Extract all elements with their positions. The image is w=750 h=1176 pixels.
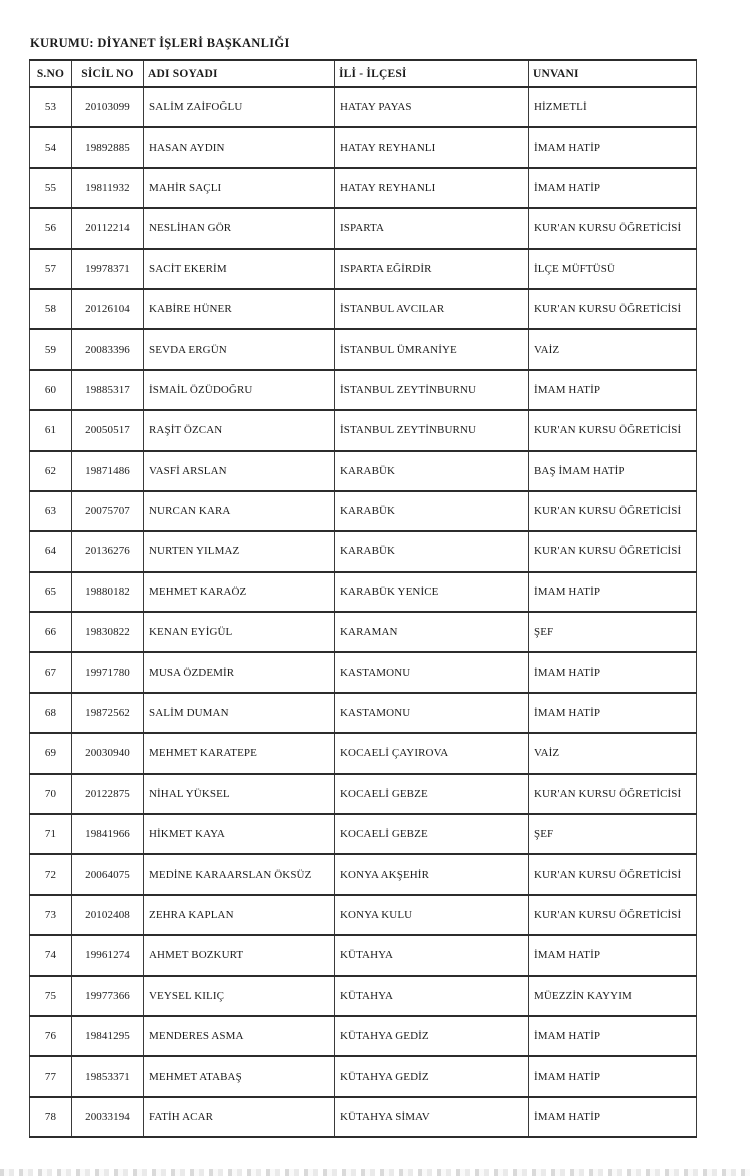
table-row xyxy=(30,693,697,733)
cell-sicil-no: 19892885 xyxy=(72,127,144,167)
table-row xyxy=(30,976,697,1016)
cell-sno: 62 xyxy=(30,451,72,491)
cell-sno: 64 xyxy=(30,531,72,571)
cell-ili-ilcesi: İSTANBUL ÜMRANİYE xyxy=(335,329,529,369)
cell-adi-soyadi: MUSA ÖZDEMİR xyxy=(144,652,335,692)
cell-sicil-no: 20112214 xyxy=(72,208,144,248)
cell-sicil-no: 19978371 xyxy=(72,249,144,289)
cell-unvani: HİZMETLİ xyxy=(529,87,697,127)
cell-sicil-no: 20122875 xyxy=(72,774,144,814)
cell-unvani: İMAM HATİP xyxy=(529,572,697,612)
cell-unvani: VAİZ xyxy=(529,329,697,369)
cell-adi-soyadi: NİHAL YÜKSEL xyxy=(144,774,335,814)
cell-ili-ilcesi: KARAMAN xyxy=(335,612,529,652)
cell-ili-ilcesi: KONYA AKŞEHİR xyxy=(335,854,529,894)
cell-ili-ilcesi: KÜTAHYA GEDİZ xyxy=(335,1056,529,1096)
cell-sicil-no: 20103099 xyxy=(72,87,144,127)
cell-sno: 67 xyxy=(30,652,72,692)
cell-unvani: KUR'AN KURSU ÖĞRETİCİSİ xyxy=(529,774,697,814)
cell-sicil-no: 19871486 xyxy=(72,451,144,491)
cell-sno: 53 xyxy=(30,87,72,127)
table-header-row xyxy=(30,60,697,87)
cell-adi-soyadi: MENDERES ASMA xyxy=(144,1016,335,1056)
column-header-sno: S.NO xyxy=(30,60,72,87)
cell-sno: 59 xyxy=(30,329,72,369)
column-header-adi-soyadi: ADI SOYADI xyxy=(144,60,335,87)
cell-ili-ilcesi: KÜTAHYA xyxy=(335,976,529,1016)
cell-sno: 56 xyxy=(30,208,72,248)
table-row xyxy=(30,774,697,814)
table-row xyxy=(30,127,697,167)
cell-ili-ilcesi: HATAY REYHANLI xyxy=(335,168,529,208)
cell-sicil-no: 20083396 xyxy=(72,329,144,369)
table-row xyxy=(30,531,697,571)
cell-sicil-no: 19841966 xyxy=(72,814,144,854)
table-row xyxy=(30,572,697,612)
cell-unvani: KUR'AN KURSU ÖĞRETİCİSİ xyxy=(529,410,697,450)
cell-sicil-no: 20064075 xyxy=(72,854,144,894)
cell-adi-soyadi: MEHMET KARAÖZ xyxy=(144,572,335,612)
cell-sno: 70 xyxy=(30,774,72,814)
cell-ili-ilcesi: İSTANBUL ZEYTİNBURNU xyxy=(335,370,529,410)
cell-unvani: İLÇE MÜFTÜSÜ xyxy=(529,249,697,289)
cell-adi-soyadi: SEVDA ERGÜN xyxy=(144,329,335,369)
cell-unvani: KUR'AN KURSU ÖĞRETİCİSİ xyxy=(529,208,697,248)
cell-adi-soyadi: SALİM DUMAN xyxy=(144,693,335,733)
cell-sno: 74 xyxy=(30,935,72,975)
cell-adi-soyadi: RAŞİT ÖZCAN xyxy=(144,410,335,450)
cell-adi-soyadi: İSMAİL ÖZÜDOĞRU xyxy=(144,370,335,410)
table-row xyxy=(30,329,697,369)
cell-sicil-no: 19841295 xyxy=(72,1016,144,1056)
cell-sno: 77 xyxy=(30,1056,72,1096)
cell-ili-ilcesi: KASTAMONU xyxy=(335,693,529,733)
cell-ili-ilcesi: KONYA KULU xyxy=(335,895,529,935)
cell-ili-ilcesi: İSTANBUL ZEYTİNBURNU xyxy=(335,410,529,450)
cell-adi-soyadi: KENAN EYİGÜL xyxy=(144,612,335,652)
cell-ili-ilcesi: KOCAELİ GEBZE xyxy=(335,814,529,854)
cell-unvani: İMAM HATİP xyxy=(529,693,697,733)
cell-ili-ilcesi: İSTANBUL AVCILAR xyxy=(335,289,529,329)
cell-sno: 58 xyxy=(30,289,72,329)
cell-sno: 73 xyxy=(30,895,72,935)
cell-unvani: İMAM HATİP xyxy=(529,370,697,410)
cell-ili-ilcesi: KÜTAHYA GEDİZ xyxy=(335,1016,529,1056)
cell-sno: 78 xyxy=(30,1097,72,1137)
cell-unvani: İMAM HATİP xyxy=(529,1056,697,1096)
cell-sno: 68 xyxy=(30,693,72,733)
organization-title: KURUMU: DİYANET İŞLERİ BAŞKANLIĞI xyxy=(30,36,290,50)
cell-ili-ilcesi: KARABÜK xyxy=(335,451,529,491)
cell-sno: 69 xyxy=(30,733,72,773)
cell-unvani: İMAM HATİP xyxy=(529,935,697,975)
table-row xyxy=(30,410,697,450)
cell-adi-soyadi: MEDİNE KARAARSLAN ÖKSÜZ xyxy=(144,854,335,894)
table-row xyxy=(30,168,697,208)
table-row xyxy=(30,451,697,491)
table-row xyxy=(30,895,697,935)
cell-unvani: İMAM HATİP xyxy=(529,652,697,692)
cell-adi-soyadi: HİKMET KAYA xyxy=(144,814,335,854)
cell-adi-soyadi: HASAN AYDIN xyxy=(144,127,335,167)
cell-sno: 60 xyxy=(30,370,72,410)
cell-ili-ilcesi: KÜTAHYA xyxy=(335,935,529,975)
cell-unvani: ŞEF xyxy=(529,612,697,652)
cell-sicil-no: 19885317 xyxy=(72,370,144,410)
cell-ili-ilcesi: KOCAELİ GEBZE xyxy=(335,774,529,814)
cell-adi-soyadi: KABİRE HÜNER xyxy=(144,289,335,329)
cell-ili-ilcesi: HATAY PAYAS xyxy=(335,87,529,127)
personnel-table xyxy=(29,59,697,1138)
cell-sicil-no: 19977366 xyxy=(72,976,144,1016)
cell-ili-ilcesi: ISPARTA xyxy=(335,208,529,248)
cell-unvani: KUR'AN KURSU ÖĞRETİCİSİ xyxy=(529,289,697,329)
cell-unvani: İMAM HATİP xyxy=(529,1016,697,1056)
cell-adi-soyadi: SACİT EKERİM xyxy=(144,249,335,289)
cell-adi-soyadi: MEHMET ATABAŞ xyxy=(144,1056,335,1096)
cell-sicil-no: 20050517 xyxy=(72,410,144,450)
column-header-unvani: UNVANI xyxy=(529,60,697,87)
table-row xyxy=(30,1056,697,1096)
cell-adi-soyadi: NURCAN KARA xyxy=(144,491,335,531)
cell-sicil-no: 19811932 xyxy=(72,168,144,208)
table-row xyxy=(30,733,697,773)
cell-sno: 63 xyxy=(30,491,72,531)
cell-unvani: VAİZ xyxy=(529,733,697,773)
cell-ili-ilcesi: KARABÜK YENİCE xyxy=(335,572,529,612)
table-row xyxy=(30,1097,697,1137)
cell-unvani: KUR'AN KURSU ÖĞRETİCİSİ xyxy=(529,531,697,571)
table-row xyxy=(30,652,697,692)
table-body xyxy=(30,87,697,1137)
cell-unvani: KUR'AN KURSU ÖĞRETİCİSİ xyxy=(529,491,697,531)
table-row xyxy=(30,854,697,894)
cell-sicil-no: 20075707 xyxy=(72,491,144,531)
cell-sno: 55 xyxy=(30,168,72,208)
scan-noise-edge xyxy=(0,1169,750,1176)
table-row xyxy=(30,249,697,289)
cell-sno: 72 xyxy=(30,854,72,894)
cell-unvani: KUR'AN KURSU ÖĞRETİCİSİ xyxy=(529,895,697,935)
cell-sno: 76 xyxy=(30,1016,72,1056)
cell-sno: 71 xyxy=(30,814,72,854)
table-row xyxy=(30,612,697,652)
cell-sicil-no: 20126104 xyxy=(72,289,144,329)
cell-adi-soyadi: VEYSEL KILIÇ xyxy=(144,976,335,1016)
cell-adi-soyadi: ZEHRA KAPLAN xyxy=(144,895,335,935)
cell-adi-soyadi: MAHİR SAÇLI xyxy=(144,168,335,208)
cell-sicil-no: 19880182 xyxy=(72,572,144,612)
table-row xyxy=(30,370,697,410)
cell-unvani: BAŞ İMAM HATİP xyxy=(529,451,697,491)
cell-ili-ilcesi: KOCAELİ ÇAYIROVA xyxy=(335,733,529,773)
cell-adi-soyadi: SALİM ZAİFOĞLU xyxy=(144,87,335,127)
cell-sicil-no: 19961274 xyxy=(72,935,144,975)
cell-adi-soyadi: NURTEN YILMAZ xyxy=(144,531,335,571)
table-row xyxy=(30,87,697,127)
cell-adi-soyadi: NESLİHAN GÖR xyxy=(144,208,335,248)
cell-sicil-no: 20033194 xyxy=(72,1097,144,1137)
table-row xyxy=(30,935,697,975)
cell-sicil-no: 20136276 xyxy=(72,531,144,571)
cell-sicil-no: 20102408 xyxy=(72,895,144,935)
cell-sno: 75 xyxy=(30,976,72,1016)
table-row xyxy=(30,208,697,248)
cell-sno: 57 xyxy=(30,249,72,289)
cell-unvani: İMAM HATİP xyxy=(529,168,697,208)
cell-adi-soyadi: AHMET BOZKURT xyxy=(144,935,335,975)
cell-unvani: MÜEZZİN KAYYIM xyxy=(529,976,697,1016)
column-header-ili-ilcesi: İLİ - İLÇESİ xyxy=(335,60,529,87)
cell-sno: 61 xyxy=(30,410,72,450)
cell-adi-soyadi: MEHMET KARATEPE xyxy=(144,733,335,773)
table-row xyxy=(30,289,697,329)
cell-sicil-no: 19971780 xyxy=(72,652,144,692)
cell-sicil-no: 19872562 xyxy=(72,693,144,733)
cell-sno: 66 xyxy=(30,612,72,652)
cell-ili-ilcesi: KARABÜK xyxy=(335,491,529,531)
cell-sicil-no: 20030940 xyxy=(72,733,144,773)
column-header-sicil-no: SİCİL NO xyxy=(72,60,144,87)
cell-adi-soyadi: FATİH ACAR xyxy=(144,1097,335,1137)
table-row xyxy=(30,491,697,531)
cell-sno: 54 xyxy=(30,127,72,167)
table-row xyxy=(30,1016,697,1056)
cell-unvani: İMAM HATİP xyxy=(529,1097,697,1137)
cell-unvani: KUR'AN KURSU ÖĞRETİCİSİ xyxy=(529,854,697,894)
cell-ili-ilcesi: KARABÜK xyxy=(335,531,529,571)
cell-unvani: İMAM HATİP xyxy=(529,127,697,167)
table-row xyxy=(30,814,697,854)
cell-ili-ilcesi: KASTAMONU xyxy=(335,652,529,692)
cell-sno: 65 xyxy=(30,572,72,612)
cell-sicil-no: 19830822 xyxy=(72,612,144,652)
cell-ili-ilcesi: KÜTAHYA SİMAV xyxy=(335,1097,529,1137)
cell-sicil-no: 19853371 xyxy=(72,1056,144,1096)
cell-adi-soyadi: VASFİ ARSLAN xyxy=(144,451,335,491)
cell-ili-ilcesi: ISPARTA EĞİRDİR xyxy=(335,249,529,289)
cell-unvani: ŞEF xyxy=(529,814,697,854)
cell-ili-ilcesi: HATAY REYHANLI xyxy=(335,127,529,167)
